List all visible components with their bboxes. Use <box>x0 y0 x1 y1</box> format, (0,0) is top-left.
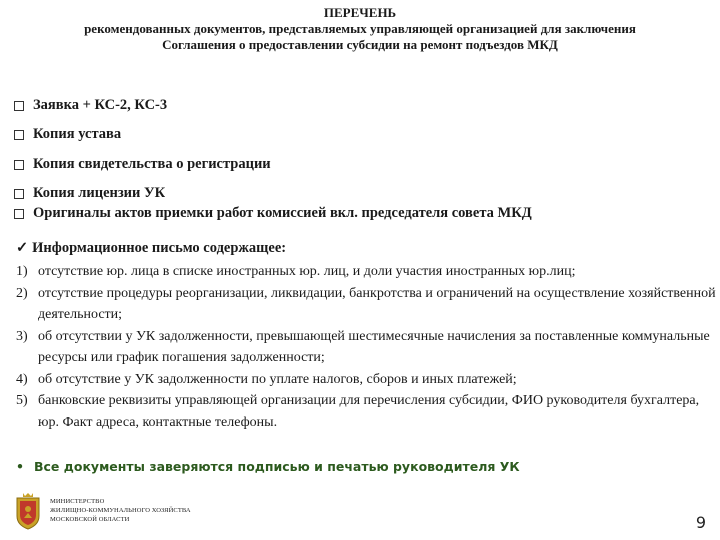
page-number: 9 <box>695 513 706 532</box>
list-item <box>16 261 716 283</box>
checklist-item <box>14 185 165 202</box>
checkbox-square-icon <box>14 209 24 219</box>
ministry-line-1: МИНИСТЕРСТВО <box>50 498 105 505</box>
checkmark-icon: ✓ <box>16 240 29 256</box>
list-item-number: 5) <box>16 393 28 408</box>
title-line-3: Соглашения о предоставлении субсидии на ремонт подъездов МКД <box>162 37 558 52</box>
checklist-item-text: Копия лицензии УК <box>33 185 166 201</box>
title-line-1: ПЕРЕЧЕНЬ <box>323 5 397 20</box>
checklist-item-text: Копия устава <box>33 126 122 142</box>
checkbox-square-icon <box>14 160 24 170</box>
checklist-item <box>14 205 532 222</box>
ministry-line-2: ЖИЛИЩНО-КОММУНАЛЬНОГО ХОЗЯЙСТВА <box>50 507 191 514</box>
list-item-number: 4) <box>16 371 28 387</box>
list-item <box>16 283 716 326</box>
certification-note-text: Все документы заверяются подписью и печатью руководителя УК <box>34 459 520 474</box>
ministry-line-3: МОСКОВСКОЙ ОБЛАСТИ <box>50 516 130 523</box>
checklist-item <box>14 97 167 114</box>
list-item <box>16 326 716 369</box>
list-item <box>16 369 716 391</box>
title-line-2: рекомендованных документов, представляемых управляющей организацией для заключения <box>84 21 636 36</box>
list-item-text: отсутствие юр. лица в списке иностранных юр. лиц, и доли участия иностранных юр.лиц; <box>38 264 576 279</box>
info-letter-heading <box>16 240 286 257</box>
ministry-name <box>50 497 191 524</box>
moscow-oblast-coat-of-arms-icon <box>14 492 42 530</box>
checkbox-square-icon <box>14 189 24 199</box>
checklist-item-text: Оригиналы актов приемки работ комиссией вкл. председателя совета МКД <box>33 205 532 221</box>
document-title <box>0 5 720 53</box>
certification-note <box>16 459 520 474</box>
list-item-number: 1) <box>16 264 28 279</box>
list-item-number: 2) <box>16 285 28 301</box>
bullet-icon: • <box>16 459 24 474</box>
info-letter-list <box>16 261 716 433</box>
checkbox-square-icon <box>14 101 24 111</box>
list-item-text: об отсутствие у УК задолженности по уплате налогов, сборов и иных платежей; <box>38 371 517 387</box>
list-item-text: банковские реквизиты управляющей организации для перечисления субсидии, ФИО руководителя бухгалтера, юр. Факт адреса, контактные телефоны. <box>38 393 700 430</box>
list-item-number: 3) <box>16 328 28 344</box>
checklist-item <box>14 126 121 143</box>
checklist-item-text: Заявка + КС-2, КС-3 <box>33 97 168 113</box>
checklist-item <box>14 156 271 173</box>
checklist-item-text: Копия свидетельства о регистрации <box>33 156 271 172</box>
list-item <box>16 390 716 433</box>
checkbox-square-icon <box>14 130 24 140</box>
list-item-text: об отсутствии у УК задолженности, превышающей шестимесячные начисления за поставленные коммунальные ресурсы или график погашения задолженности; <box>38 328 710 365</box>
info-letter-title: Информационное письмо содержащее: <box>32 240 287 256</box>
list-item-text: отсутствие процедуры реорганизации, ликвидации, банкротства и ограничений на осуществление хозяйственной деятельности; <box>38 285 716 322</box>
